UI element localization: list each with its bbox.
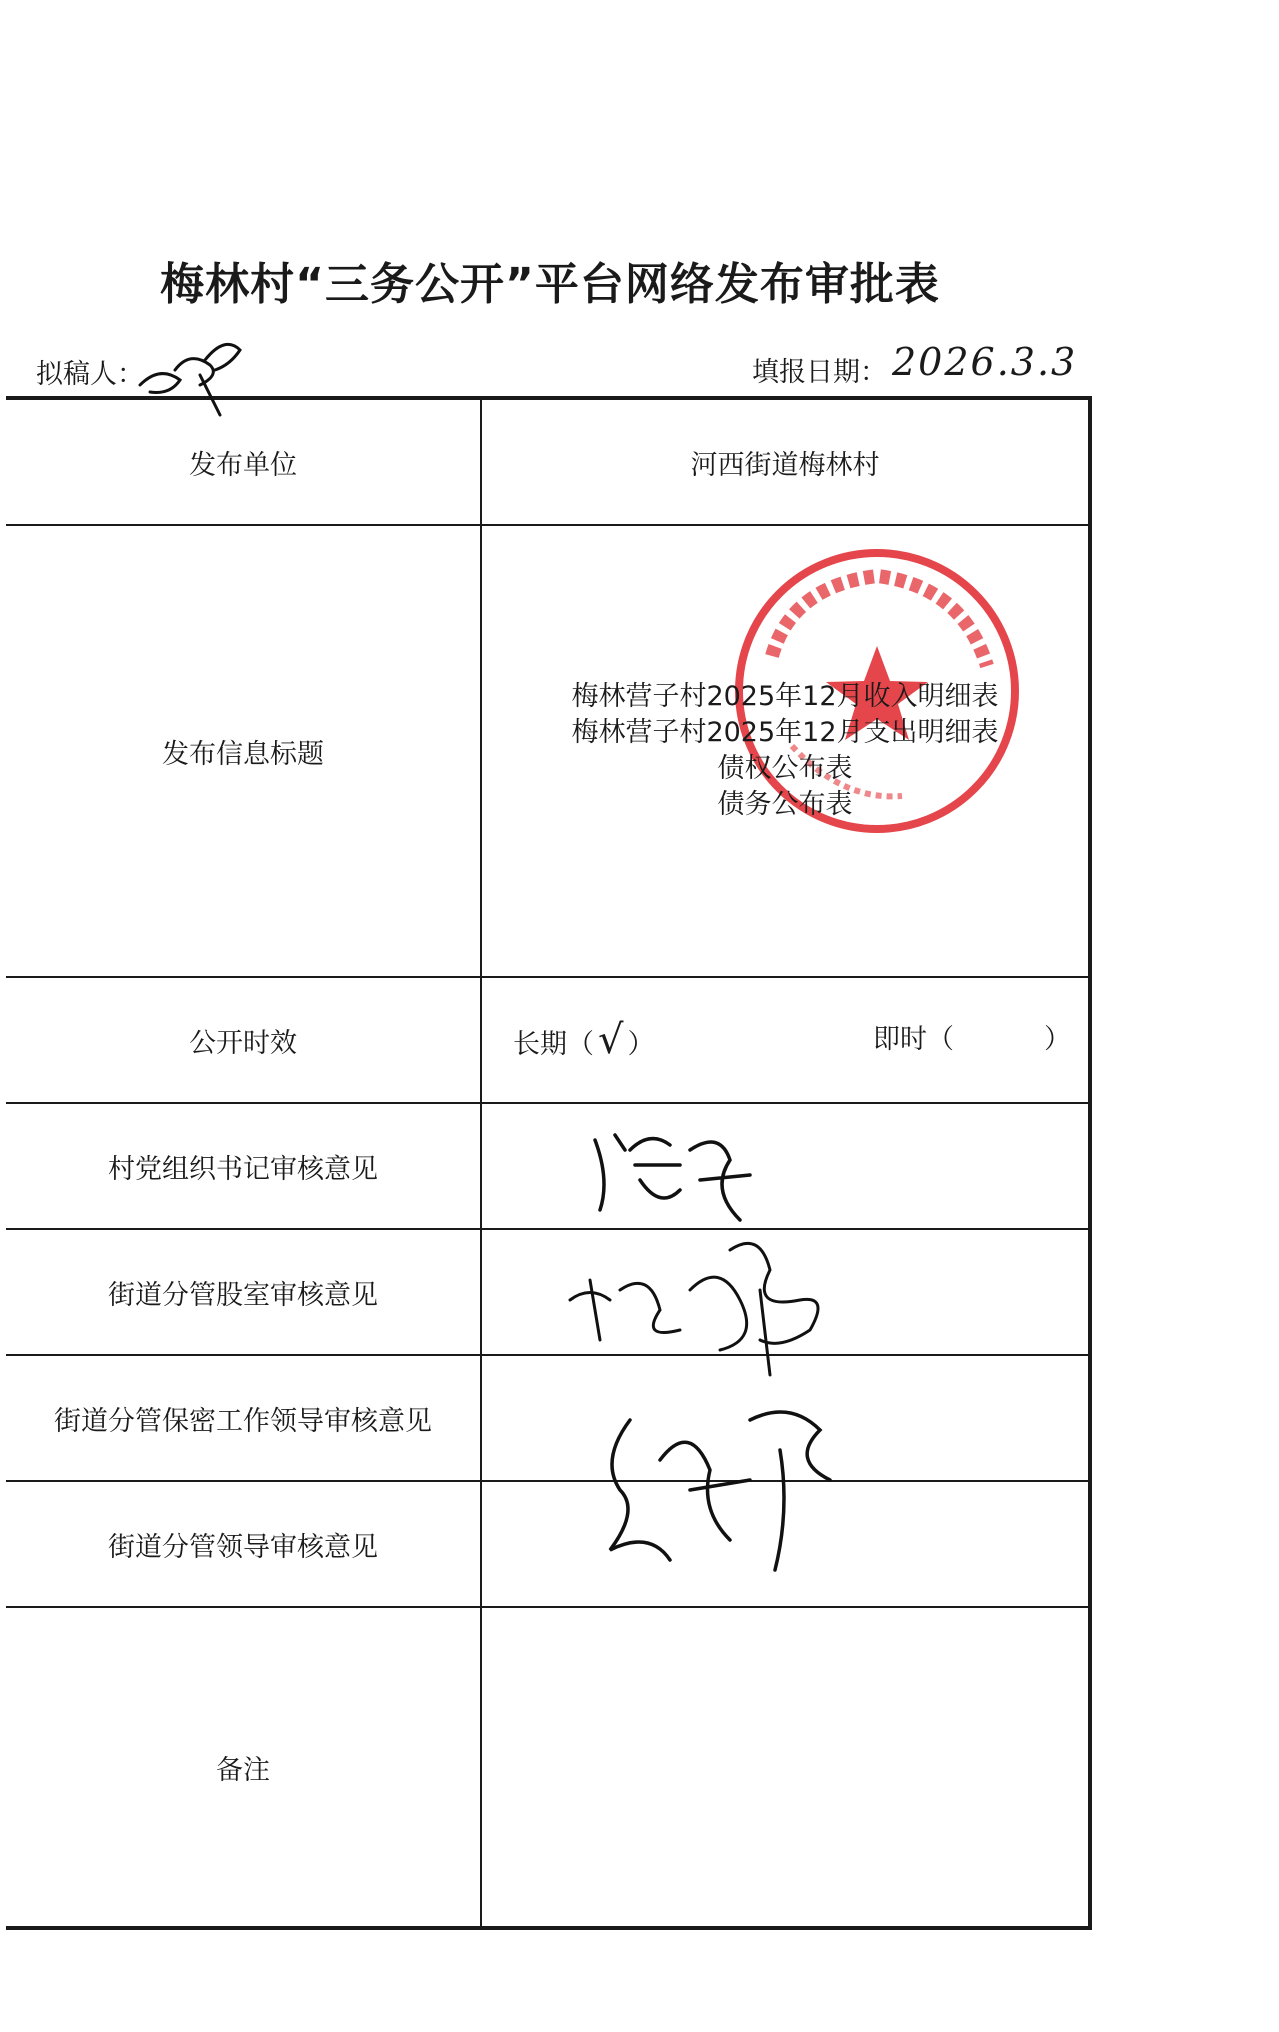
row-remarks (6, 1607, 1090, 1928)
info-title-item: 梅林营子村2025年12月支出明细表 (571, 717, 999, 748)
info-title-cell (481, 525, 1090, 977)
dept-label: 街道分管股室审核意见 (6, 1229, 481, 1355)
remarks-label: 备注 (6, 1607, 481, 1928)
row-dept (6, 1229, 1090, 1355)
dept-signature (560, 1230, 840, 1380)
info-title-item: 债务公布表 (717, 789, 853, 820)
publisher-value: 河西街道梅林村 (481, 398, 1090, 525)
validity-options (481, 977, 1090, 1103)
date-value: 2026.3.3 (892, 340, 1078, 384)
page-title: 梅林村“三务公开”平台网络发布审批表 (160, 259, 940, 310)
info-title-item: 梅林营子村2025年12月收入明细表 (571, 681, 999, 712)
row-party-secretary (6, 1103, 1090, 1229)
long-term-close: ） (627, 1029, 655, 1060)
party-secretary-signature-cell (481, 1103, 1090, 1229)
row-leader (6, 1481, 1090, 1607)
info-titles-list (483, 679, 1087, 823)
drafter-signature (130, 330, 250, 420)
drafter-label: 拟稿人： (36, 359, 144, 390)
info-title-item: 债权公布表 (717, 753, 853, 784)
row-validity (6, 977, 1090, 1103)
long-term-check-mark: √ (598, 1017, 624, 1063)
remarks-cell (481, 1607, 1090, 1928)
immediate-option (873, 1017, 1071, 1063)
party-secretary-signature (580, 1120, 760, 1230)
date-label: 填报日期： (752, 357, 887, 388)
approval-table (6, 396, 1092, 1930)
security-leader-label: 街道分管保密工作领导审核意见 (6, 1355, 481, 1481)
leader-label: 街道分管领导审核意见 (6, 1481, 481, 1607)
long-term-option (513, 1017, 655, 1063)
publisher-label: 发布单位 (6, 398, 481, 525)
immediate-label: 即时（ (873, 1024, 954, 1055)
info-title-label: 发布信息标题 (6, 525, 481, 977)
validity-label: 公开时效 (6, 977, 481, 1103)
leader-signature (590, 1400, 840, 1580)
party-secretary-label: 村党组织书记审核意见 (6, 1103, 481, 1229)
long-term-label: 长期（ (513, 1029, 594, 1060)
row-info-title (6, 525, 1090, 977)
immediate-close: ） (1044, 1024, 1071, 1055)
row-security-leader (6, 1355, 1090, 1481)
